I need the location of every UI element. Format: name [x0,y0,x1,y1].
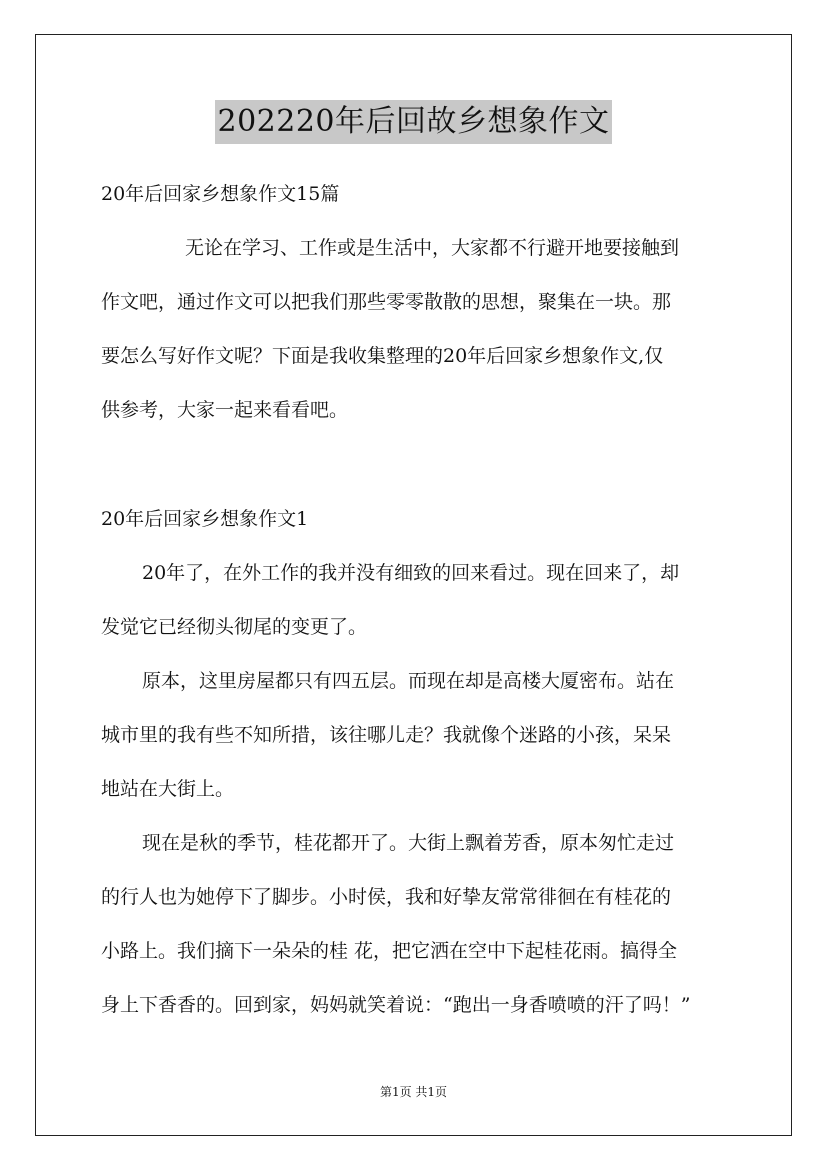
paragraph-line: 20年了，在外工作的我并没有细致的回来看过。现在回来了，却 [142,562,680,584]
intro-line: 作文吧，通过作文可以把我们那些零零散散的思想，聚集在一块。那 [101,291,672,313]
paragraph-line: 小路上。我们摘下一朵朵的桂 花，把它洒在空中下起桂花雨。搞得全 [101,940,678,962]
page-footer: 第1页 共1页 [379,1085,448,1099]
document-title: 202220年后回故乡想象作文 [215,100,611,144]
intro-line: 无论在学习、工作或是生活中，大家都不行避开地要接触到 [185,237,680,259]
document-subtitle: 20年后回家乡想象作文15篇 [101,183,340,205]
paragraph-line: 现在是秋的季节，桂花都开了。大街上飘着芳香，原本匆忙走过 [142,832,675,854]
paragraph-line: 地站在大街上。 [101,778,235,800]
paragraph-line: 发觉它已经彻头彻尾的变更了。 [101,616,368,638]
paragraph-line: 城市里的我有些不知所措，该往哪儿走？我就像个迷路的小孩，呆呆 [101,724,672,746]
paragraph-line: 的行人也为她停下了脚步。小时侯，我和好挚友常常徘徊在有桂花的 [101,886,672,908]
paragraph-line: 身上下香香的。回到家，妈妈就笑着说：“跑出一身香喷喷的汗了吗！” [101,994,691,1016]
section-heading: 20年后回家乡想象作文1 [101,508,309,530]
intro-line: 供参考，大家一起来看看吧。 [101,399,349,421]
title-container [0,100,827,144]
intro-line: 要怎么写好作文呢？下面是我收集整理的20年后回家乡想象作文,仅 [101,345,664,367]
paragraph-line: 原本，这里房屋都只有四五层。而现在却是高楼大厦密布。站在 [142,670,675,692]
